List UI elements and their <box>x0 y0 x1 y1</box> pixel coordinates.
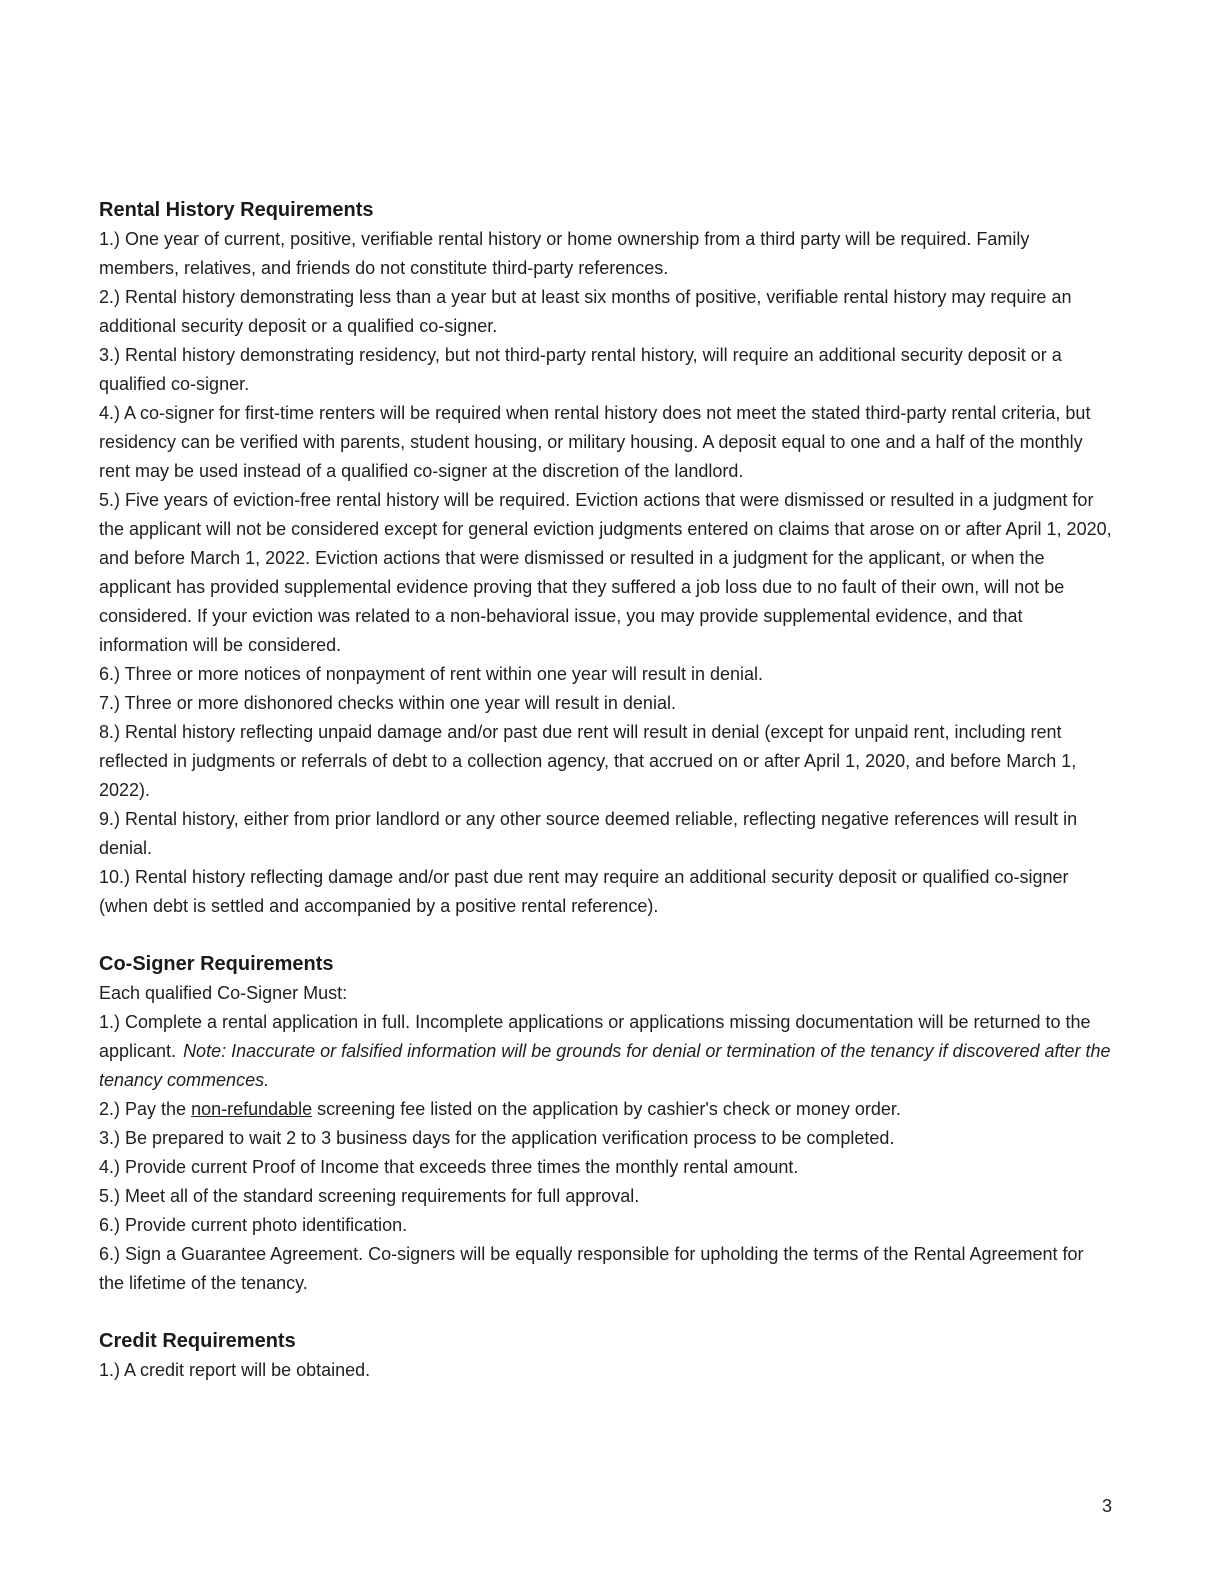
list-item: 6.) Sign a Guarantee Agreement. Co-signers will be equally responsible for upholding the terms of the Rental Agreement for the lifetime of the tenancy. <box>99 1244 1084 1293</box>
section-credit <box>99 1327 1112 1385</box>
underlined-text: non-refundable <box>191 1099 313 1119</box>
list-item: 2.) Rental history demonstrating less than a year but at least six months of positive, verifiable rental history may require an additional security deposit or a qualified co-signer. <box>99 287 1072 336</box>
list-item: 4.) A co-signer for first-time renters will be required when rental history does not meet the stated third-party rental criteria, but residency can be verified with parents, student housing, or military housing. A deposit equal to one and a half of the monthly rent may be used instead of a qualified co-signer at the discretion of the landlord. <box>99 403 1091 481</box>
list-item: 3.) Rental history demonstrating residency, but not third-party rental history, will require an additional security deposit or a qualified co-signer. <box>99 345 1062 394</box>
page-number: 3 <box>1101 1496 1112 1516</box>
list-item: 8.) Rental history reflecting unpaid damage and/or past due rent will result in denial (except for unpaid rent, including rent reflected in judgments or referrals of debt to a collection agency, that accrued on or after April 1, 2020, and before March 1, 2022). <box>99 722 1077 800</box>
list-item: 6.) Provide current photo identification. <box>99 1215 408 1235</box>
list-item: 9.) Rental history, either from prior landlord or any other source deemed reliable, reflecting negative references will result in denial. <box>99 809 1078 858</box>
italic-note: Note: Inaccurate or falsified information will be grounds for denial or termination of the tenancy if discovered after the tenancy commences. <box>99 1041 1111 1090</box>
list-item: 5.) Five years of eviction-free rental history will be required. Eviction actions that were dismissed or resulted in a judgment for the applicant will not be considered except for general eviction judgments entered on claims that arose on or after April 1, 2020, and before March 1, 2022. Eviction actions that were dismissed or resulted in a judgment for the applicant, or when the applicant has provided supplemental evidence proving that they suffered a job loss due to no fault of their own, will not be considered. If your eviction was related to a non-behavioral issue, you may provide supplemental evidence, and that information will be considered. <box>99 490 1112 655</box>
cosigner-intro: Each qualified Co-Signer Must: <box>99 983 348 1003</box>
list-item: 7.) Three or more dishonored checks within one year will result in denial. <box>99 693 676 713</box>
list-item <box>99 1008 1112 1095</box>
list-item-text: 2.) Pay the <box>99 1099 192 1119</box>
list-item-text: 1.) Complete a rental application in full. Incomplete applications or applications missing documentation will be returned to the applicant. <box>99 1012 1091 1061</box>
list-item: 6.) Three or more notices of nonpayment of rent within one year will result in denial. <box>99 664 764 684</box>
cosigner-title: Co-Signer Requirements <box>99 953 334 975</box>
list-item: 3.) Be prepared to wait 2 to 3 business days for the application verification process to be completed. <box>99 1128 895 1148</box>
list-item: 5.) Meet all of the standard screening requirements for full approval. <box>99 1186 640 1206</box>
list-item: 1.) One year of current, positive, verifiable rental history or home ownership from a third party will be required. Family members, relatives, and friends do not constitute third-party references. <box>99 229 1030 278</box>
list-item: 4.) Provide current Proof of Income that exceeds three times the monthly rental amount. <box>99 1157 799 1177</box>
list-item: 10.) Rental history reflecting damage and/or past due rent may require an additional security deposit or qualified co-signer (when debt is settled and accompanied by a positive rental reference). <box>99 867 1069 916</box>
section-rental-history <box>99 196 1112 921</box>
credit-title: Credit Requirements <box>99 1330 296 1352</box>
list-item <box>99 1095 1112 1124</box>
section-cosigner <box>99 950 1112 1298</box>
document-content <box>99 196 1112 1385</box>
list-item: 1.) A credit report will be obtained. <box>99 1360 371 1380</box>
list-item-text: screening fee listed on the application by cashier's check or money order. <box>312 1099 901 1119</box>
rental-history-title: Rental History Requirements <box>99 199 374 221</box>
